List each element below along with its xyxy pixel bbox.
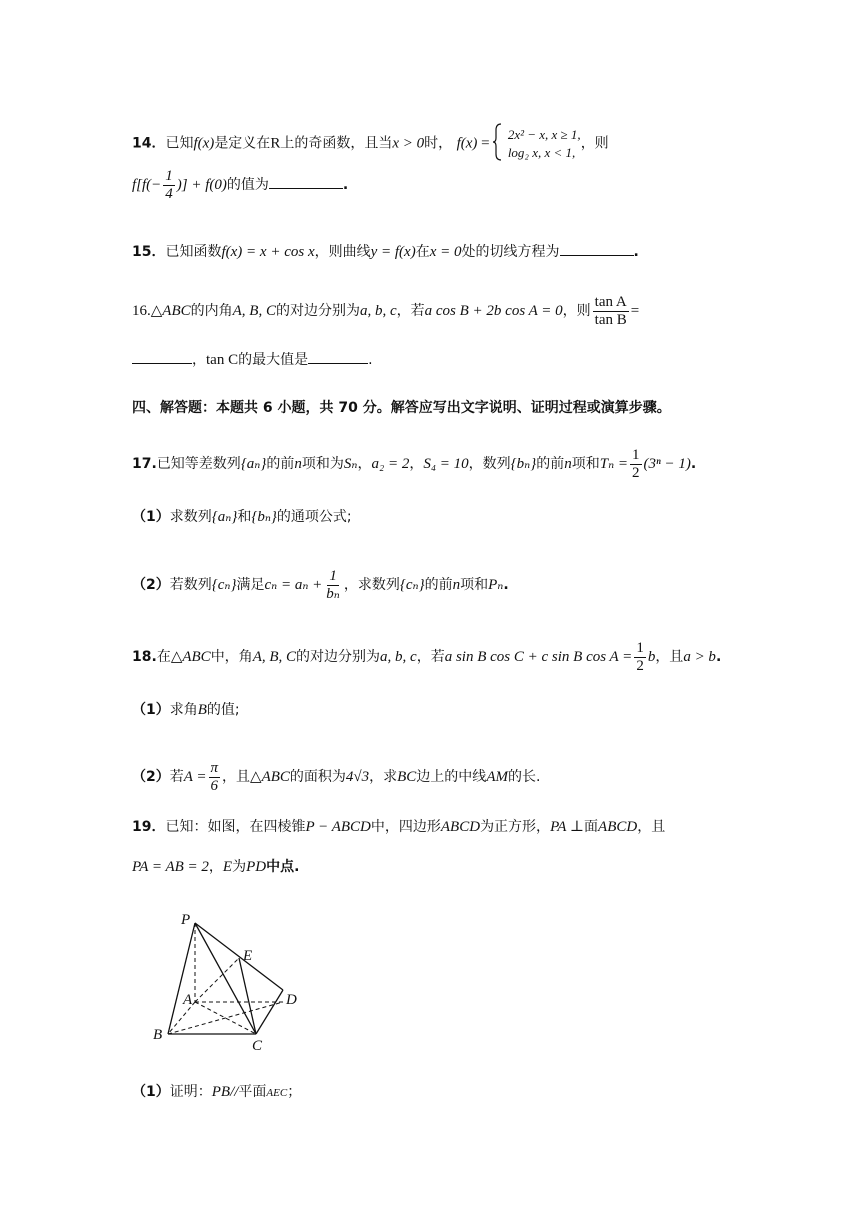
q16-equation: a cos B + 2b cos A = 0 <box>424 303 563 319</box>
q17-part2-fraction <box>324 568 342 602</box>
q18-fraction <box>634 640 646 674</box>
pyramid-figure <box>148 908 308 1053</box>
q17-n: n <box>294 456 302 472</box>
label-D: D <box>286 992 297 1008</box>
q18-part1 <box>132 703 240 718</box>
q19-part1-label: （1） <box>132 1084 170 1100</box>
q17-text: 项和为 <box>301 456 344 472</box>
q17-part2 <box>132 568 509 602</box>
q14-line1: 14．已知f(x)是定义在R上的奇函数，且当x > 0时， f(x) = 2x² − x, x ≥ 1, log₂ x, x < 1, ，则 <box>132 123 609 164</box>
q14-text: ，则 <box>580 135 609 152</box>
q18-text: 在 <box>156 649 171 665</box>
q19-text: ， <box>208 859 223 875</box>
q14-number: 14． <box>132 135 166 152</box>
q17-part2-text: 项和 <box>460 577 489 593</box>
q17-text: ，数列 <box>468 456 511 472</box>
q18-part2-label: （2） <box>132 769 170 785</box>
q17-part1-text: 求数列 <box>169 509 212 525</box>
q19-plane: ABCD <box>598 819 638 835</box>
q18-part2-text: 的长. <box>507 769 541 785</box>
q18-text: 中，角 <box>210 649 253 665</box>
q17-part1-bn: {bₙ} <box>251 509 277 525</box>
q17-frac-den: 2 <box>632 464 640 481</box>
q18-part2-triangle: △ABC <box>250 769 290 785</box>
q17-frac-num: 1 <box>632 447 640 463</box>
q17-comma: ， <box>357 456 372 472</box>
q18-triangle: △ABC <box>170 649 211 665</box>
q16-line1 <box>132 294 639 328</box>
q17-a2: a₂ = 2 <box>371 456 410 472</box>
q14-real-set: R <box>270 135 281 152</box>
q18-b: b <box>647 649 656 665</box>
q14-line2 <box>132 168 348 202</box>
q17-part2-cn: {cₙ} <box>211 577 237 593</box>
q19-text: 面 <box>584 819 599 835</box>
q15-text: 在 <box>415 244 430 260</box>
q19-part1-text: 证明： <box>169 1084 212 1100</box>
label-A: A <box>183 992 193 1008</box>
q14-expr-tail: )] + f(0) <box>176 177 227 193</box>
q19-E: E <box>222 859 233 875</box>
q14-expr: f[f(− <box>132 177 162 193</box>
q19-text: 已知：如图，在四棱锥 <box>165 819 306 835</box>
q17-number: 17. <box>132 456 157 472</box>
q18-condition: a > b <box>683 649 716 665</box>
q14-end: . <box>342 177 349 193</box>
q17-end: . <box>690 456 697 472</box>
q18-part2-A: A = <box>183 769 207 785</box>
q15-number: 15． <box>132 244 166 260</box>
q17-part1-label: （1） <box>132 509 170 525</box>
q17-part1-text: 和 <box>237 509 252 525</box>
q19-part1-text: 平面 <box>238 1084 267 1100</box>
q16-answer-blank2 <box>308 362 368 364</box>
q17-part2-eq: cₙ = aₙ + <box>264 577 323 593</box>
q17-part2-frac-den: bₙ <box>326 585 340 602</box>
q17-part2-Pn: Pₙ <box>488 577 504 593</box>
q18-part2-BC: BC <box>397 769 417 785</box>
q18-frac-den: 2 <box>636 657 644 674</box>
q19-part1-PB: PB// <box>211 1084 239 1100</box>
q16-equals: = <box>630 303 640 319</box>
q18-part2-fraction <box>209 760 221 794</box>
q16-text: 的最大值是 <box>238 352 309 368</box>
label-B: B <box>153 1027 163 1043</box>
q16-text: 的对边分别为 <box>275 303 360 319</box>
q19-part1-AEC: AEC <box>266 1087 288 1099</box>
q18-part1-label: （1） <box>132 702 170 718</box>
q17-comma: ， <box>409 456 424 472</box>
q19-text: ，且 <box>637 819 666 835</box>
q14-text: 是定义在 <box>214 135 271 152</box>
q18-part1-text: 求角 <box>169 702 198 718</box>
q17-part2-frac-num: 1 <box>329 568 337 584</box>
q17-part2-text: ，求数列 <box>343 577 400 593</box>
q16-frac-den: tan B <box>594 311 627 328</box>
q17-part2-text: 若数列 <box>169 577 212 593</box>
q19-text: 中，四边形 <box>370 819 441 835</box>
q14-fraction <box>163 168 175 202</box>
q16-text: 的内角 <box>190 303 233 319</box>
q18-part2-text: 的面积为 <box>289 769 346 785</box>
q18-text: ，且 <box>655 649 684 665</box>
q17-part2-n: n <box>452 577 461 593</box>
section-header: 四、解答题：本题共 6 小题，共 70 分。解答应写出文字说明、证明过程或演算步骤。 <box>132 400 671 416</box>
q18-number: 18. <box>132 649 157 665</box>
edge-EC <box>239 958 256 1034</box>
q18-part2-text: ，且 <box>222 769 251 785</box>
q17-Sn: Sₙ <box>343 456 358 472</box>
q16-end: . <box>368 352 373 368</box>
q14-frac-num: 1 <box>165 168 173 184</box>
q16-text: ， <box>192 352 206 368</box>
q19-perp: PA ⊥ <box>550 819 585 835</box>
q14-piecewise-cases <box>508 126 581 161</box>
q16-triangle: △ABC <box>150 303 191 319</box>
q14-frac-den: 4 <box>165 185 173 202</box>
q16-fraction <box>593 294 629 328</box>
q15-function: f(x) = x + cos x <box>221 244 315 260</box>
q18-text: 的对边分别为 <box>296 649 381 665</box>
q17-part2-label: （2） <box>132 577 170 593</box>
q17-n: n <box>564 456 572 472</box>
label-E: E <box>243 948 253 964</box>
q17-part2-text: 满足 <box>236 577 265 593</box>
q18-part2-text: ，求 <box>369 769 398 785</box>
q17-text: 项和 <box>571 456 600 472</box>
q19-quad: ABCD <box>440 819 481 835</box>
q15-end: . <box>633 244 639 260</box>
q18-part2-frac-num: π <box>210 760 219 776</box>
q17-fraction <box>630 447 642 481</box>
q14-text: 的值为 <box>226 177 269 193</box>
q19-PD: PD <box>246 859 267 875</box>
q19-part1 <box>132 1085 301 1100</box>
q16-answer-blank1 <box>132 362 192 364</box>
label-C: C <box>252 1038 263 1053</box>
q17-part2-text: 的前 <box>424 577 453 593</box>
q18-frac-num: 1 <box>636 640 644 656</box>
q15-text: 已知函数 <box>165 244 222 260</box>
q14-condition: x > 0 <box>392 135 425 152</box>
q17-text: 已知等差数列 <box>156 456 241 472</box>
q17-text: 的前 <box>536 456 565 472</box>
q16-text: ，则 <box>562 303 591 319</box>
q14-fx: f(x) <box>193 135 215 152</box>
q15-text: 处的切线方程为 <box>461 244 560 260</box>
q15-answer-blank <box>560 254 634 256</box>
edge-PB <box>168 923 195 1034</box>
q19-pyramid: P − ABCD <box>305 819 371 835</box>
q16-frac-num: tan A <box>594 294 627 310</box>
q14-text: 上的奇函数，且当 <box>280 135 393 152</box>
q16-number: 16. <box>132 303 151 319</box>
q15-text: ，则曲线 <box>314 244 371 260</box>
q17-an: {aₙ} <box>240 456 267 472</box>
q18-line1 <box>132 640 721 674</box>
q19-text: 中点. <box>266 859 300 875</box>
q18-part2-text: 边上的中线 <box>416 769 487 785</box>
q19-number: 19． <box>132 819 166 835</box>
q18-angles: A, B, C <box>252 649 297 665</box>
q17-part1-text: 的通项公式; <box>276 509 352 525</box>
q17-S4: S₄ = 10 <box>423 456 469 472</box>
q18-part2 <box>132 760 540 794</box>
q18-text: ，若 <box>416 649 445 665</box>
q17-Tn: Tₙ = <box>599 456 629 472</box>
q16-line2 <box>132 353 373 368</box>
q16-sides: a, b, c <box>359 303 397 319</box>
q16-tanC: tan C <box>206 352 239 368</box>
q19-equation: PA = AB = 2 <box>132 859 209 875</box>
q17-part1 <box>132 510 352 525</box>
q19-text: 为 <box>232 859 247 875</box>
edge-PD <box>195 923 283 990</box>
edge-PC <box>195 923 256 1034</box>
q18-part2-area: 4√3 <box>345 769 370 785</box>
edge-AE <box>195 958 239 1002</box>
q14-answer-blank <box>269 187 343 189</box>
q19-line2 <box>132 860 299 875</box>
q18-part2-text: 若 <box>169 769 184 785</box>
q18-end: . <box>715 649 722 665</box>
q14-text: 已知 <box>165 135 194 152</box>
edge-CD <box>256 990 283 1034</box>
q19-part1-end: ； <box>287 1084 302 1100</box>
q19-line1 <box>132 820 665 835</box>
q18-part2-AM: AM <box>486 769 508 785</box>
q17-part2-end: . <box>503 577 509 593</box>
label-P: P <box>181 912 191 928</box>
q18-part2-frac-den: 6 <box>210 777 219 794</box>
q18-sides: a, b, c <box>380 649 417 665</box>
q16-angles: A, B, C <box>232 303 276 319</box>
q18-equation: a sin B cos C + c sin B cos A = <box>444 649 633 665</box>
q14-case2: log₂ x, x < 1, <box>507 144 576 160</box>
q17-text: 的前 <box>266 456 295 472</box>
q15-point: x = 0 <box>429 244 462 260</box>
q14-fx: f(x) <box>456 135 478 152</box>
q16-text: ，若 <box>396 303 425 319</box>
q17-line1 <box>132 447 696 481</box>
q14-piecewise-brace <box>493 123 503 164</box>
q18-part1-text: 的值; <box>206 702 240 718</box>
q14-case1: 2x² − x, x ≥ 1, <box>507 126 581 142</box>
q19-text: 为正方形， <box>480 819 551 835</box>
q17-part2-cn: {cₙ} <box>399 577 425 593</box>
q17-bn: {bₙ} <box>510 456 537 472</box>
q18-part1-B: B <box>197 702 207 718</box>
q15-curve: y = f(x) <box>370 244 416 260</box>
q17-part1-an: {aₙ} <box>211 509 238 525</box>
q17-Tn-tail: (3ⁿ − 1) <box>643 456 691 472</box>
q14-text: 时， <box>424 135 453 152</box>
q15-line <box>132 245 639 260</box>
